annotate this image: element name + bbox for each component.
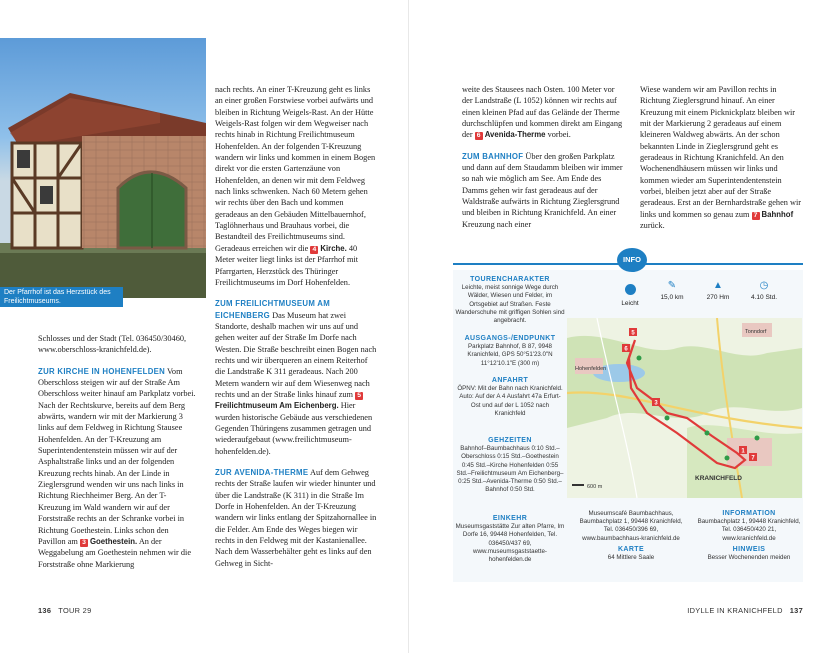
paragraph-text: Vom Oberschloss steigen wir auf der Straße Am Oberschloss weiter hinauf am Parkplatz vorbei. Nach der Rechtskurve, bereits auf dem Berg abwärts, wandern wir mit der Markierung 3 links auf dem Feldweg in Richtung Stausee Hohenfelden. An der T-Kreuzung am Superintendentenstein müssen wir auf der Asphaltstraße links und an der folgenden Kreuzung rechts hinab. An der Linde in Zieglersgrund wenden wir uns nach links in Richtung Riechheimer Berg. An der T-Kreuzung im Wald wandern wir auf der Forststraße rechts an der Schranke vorbei in Richtung Goethestein. Links schon den Pavillon am xyxy=(38,366,196,546)
svg-text:7: 7 xyxy=(751,455,755,462)
left-page xyxy=(0,0,408,653)
map-label-hohenfelden: Hohenfelden xyxy=(575,366,607,372)
tourencharakter-block xyxy=(455,276,565,325)
anfahrt-block xyxy=(455,377,565,418)
farmhouse-photo xyxy=(0,38,206,298)
mountain-icon: ▲ xyxy=(713,280,723,291)
paragraph-text: 40 Meter weiter liegt links ist der Pfarrhof mit Pfarrgarten, Herzstück des Thüringer Freilichtmuseums im Dorf Hohenfelden. xyxy=(215,243,359,287)
section-heading: ZUR AVENIDA-THERME xyxy=(215,468,309,477)
map-scale: 600 m xyxy=(587,484,603,490)
paragraph xyxy=(215,467,377,569)
paragraph-text: Über den großen Parkplatz und dann auf dem Staudamm bleiben wir immer so nah wie möglich am See. Am Ende des Damms gehen wir fast geradeaus auf der Waldstraße aufwärts in Richtung Zieglersgrund und bleiben in Richtung Kranichfeld. An einer Kreuzung nach einer xyxy=(462,151,623,229)
waypoint-name: Kirche. xyxy=(320,243,347,253)
stat-elevation xyxy=(698,280,738,301)
farmhouse-illustration xyxy=(0,38,206,298)
waypoint-name: Goethestein. xyxy=(89,536,138,546)
chapter-title: IDYLLE IN KRANICHFELD xyxy=(687,606,783,615)
info-heading: GEHZEITEN xyxy=(488,437,532,444)
waypoint-badge: 6 xyxy=(475,132,483,140)
info-text: Baumbachplatz 1, 99448 Kranichfeld, Tel. 036450/420 21, www.kranichfeld.de xyxy=(697,518,801,542)
gehzeiten-block xyxy=(455,437,565,494)
paragraph xyxy=(215,298,377,457)
map-label-kranichfeld: KRANICHFELD xyxy=(695,475,742,482)
einkehr-block xyxy=(455,515,565,564)
paragraph-text: vorbei. xyxy=(547,130,571,140)
info-heading: INFORMATION xyxy=(722,510,776,517)
waypoint-name: Avenida-Therme xyxy=(484,130,546,140)
info-text: Parkplatz Bahnhof, B 87, 9948 Kranichfeld, GPS 50°51'23.0"N 11°12'10.1"E (300 m) xyxy=(467,343,553,367)
waypoint-badge: 3 xyxy=(80,539,88,547)
info-text: Leichte, meist sonnige Wege durch Wälder, Wiesen und Felder, im Ortsgebiet auf Straßen. Feste Wanderschuhe mit griffigen Sohlen sind angebracht. xyxy=(455,284,565,325)
info-text: Bahnhof–Baumbachhaus 0:10 Std.–Oberschloss 0:15 Std.–Goethestein 0:45 Std.–Kirche Hohenfelden 0:55 Std.–Freilichtmuseum Am Eichenberg–0:25 Std.–Avenida-Therme 0:50 Std.–Bahnhof 0:50 Std. xyxy=(456,445,564,494)
route-map-svg xyxy=(567,318,802,498)
stat-difficulty xyxy=(610,280,650,307)
paragraph: Schlosses und der Stadt (Tel. 036450/30460, www.oberschloss-kranichfeld.de). xyxy=(38,334,187,355)
stat-distance xyxy=(652,280,692,301)
info-heading: HINWEIS xyxy=(732,545,766,553)
info-heading: ANFAHRT xyxy=(491,377,529,384)
cafe-block xyxy=(578,510,684,562)
section-heading: ZUR KIRCHE IN HOHENFELDEN xyxy=(38,366,166,376)
svg-text:5: 5 xyxy=(631,330,635,337)
paragraph-text: nach rechts. An einer T-Kreuzung geht es links an einer großen Forstwiese vorbei aufwärts und bleiben in Richtung Weigels-Rast. An der Hütte Weigels-Rast folgen wir dem Wegweiser nach rechts hinab in Richtung Freilichtmuseum Hohenfelden. An der folgenden T-Kreuzung wandern wir links und kommen in einem Bogen direkt vor die ersten Gartenzäune von Hohenfelden, an denen wir mit dem Feldweg nach links schwenken. Nach 60 Metern gehen wir rechts über den Bach und kommen geradeaus an den Gebäuden Mittelbauernhof, Taglöhnerhaus und Brauhaus vorbei, die Bestandteil des Freilichtmuseums sind. Geradeaus erreichen wir die xyxy=(215,85,376,253)
paragraph-text: weite des Stausees nach Osten. 100 Meter vor der Landstraße (L 1052) können wir rechts auf einen kleinen Pfad auf das Gelände der Therme durchschlüpfen und kommen direkt am Eingang der xyxy=(462,85,623,140)
stat-duration xyxy=(744,280,784,301)
ausgang-block xyxy=(455,335,565,368)
svg-text:1: 1 xyxy=(741,448,745,455)
waypoint-name: Freilichtmuseum Am Eichenberg. xyxy=(215,401,339,411)
info-text: 64 Mittlere Saale xyxy=(607,554,655,562)
paragraph xyxy=(462,84,624,141)
stat-value: 15,0 km xyxy=(660,294,684,301)
left-column-1 xyxy=(38,333,198,570)
section-heading: ZUM BAHNHOF xyxy=(462,151,524,161)
info-heading: KARTE xyxy=(617,545,645,553)
waypoint-badge: 4 xyxy=(310,246,318,254)
paragraph xyxy=(215,84,377,288)
paragraph-text: zurück. xyxy=(640,221,665,231)
information-block xyxy=(696,510,802,562)
clock-icon: ◷ xyxy=(759,280,769,291)
info-badge: INFO xyxy=(617,248,647,272)
paragraph-text: Das Museum hat zwei Standorte, deshalb machen wir uns auf und gehen weiter auf der Straße Im Dorfe nach Westen. Die Straße beschreibt einen Bogen nach rechts und wir überqueren an einem Reiterhof die Landstraße K 311 geradeaus. Nach 200 Metern wandern wir auf dem Wiesenweg nach rechts und an der Straße links hinauf zum xyxy=(215,310,377,399)
svg-text:3: 3 xyxy=(654,400,658,407)
stat-value: Leicht xyxy=(621,300,639,307)
waypoint-badge: 7 xyxy=(752,212,760,220)
page-number: 136 xyxy=(38,606,52,615)
photo-caption: Der Pfarrhof ist das Herzstück des Freilichtmuseums. xyxy=(0,287,123,307)
page-number: 137 xyxy=(789,606,803,615)
info-text: Besser Wochenenden meiden xyxy=(707,554,791,562)
waypoint-name: Bahnhof xyxy=(761,209,794,219)
stat-value: 270 Hm xyxy=(706,294,730,301)
info-heading: EINKEHR xyxy=(492,515,528,522)
hiker-icon: ✎ xyxy=(667,280,677,291)
section-heading: ZUM FREILICHTMUSEUM AM EICHENBERG xyxy=(215,299,331,320)
left-footer xyxy=(38,606,91,615)
stat-value: 4.10 Std. xyxy=(750,294,778,301)
right-column-2 xyxy=(640,84,802,231)
paragraph-text: Hier wurden historische Gebäude aus verschiedenen Gegenden Thüringens zusammen getragen und wiederaufgebaut (www.freilichtmuseum-hohenfelden.de). xyxy=(215,401,373,456)
info-text: Museumscafé Baumbachhaus, Baumbachplatz 1, 99448 Kranichfeld, Tel. 036450/396 69, www.baumbachhaus-kranichfeld.de xyxy=(579,510,683,542)
map-label-tonndorf: Tonndorf xyxy=(745,329,767,335)
info-text: ÖPNV: Mit der Bahn nach Kranichfeld. Auto: Auf der A 4 Ausfahrt 47a Erfurt-Ost und auf der L 1052 nach Kranichfeld xyxy=(457,385,563,417)
paragraph xyxy=(462,151,624,230)
svg-text:6: 6 xyxy=(624,346,628,353)
paragraph xyxy=(640,84,802,231)
paragraph xyxy=(38,366,198,570)
waypoint-badge: 5 xyxy=(355,392,363,400)
paragraph-text: Wiese wandern wir am Pavillon rechts in Richtung Zieglersgrund hinauf. An einer Kreuzung mit einem Picknickplatz bleiben wir mit der Markierung 2 geradeaus auf einem kleineren Waldweg abwärts. An der schon bekannten Linde in Zieglersgrund geht es geradeaus in Richtung Kranichfeld. An den Wochenendhäusern müssen wir links und kommen wieder am Superintendentenstein vorbei, bleiben jetzt aber auf der Straße geradeaus. Erst an der Bernhardstraße gehen wir links und kommen so genau zum xyxy=(640,85,802,219)
paragraph-text: Auf dem Gehweg rechts der Straße laufen wir wieder hinunter und über die Landstraße (K 311) in die Straße Im Dorfe in Hohenfelden. An der T-Kreuzung wandern wir links entlang der Spitzahornallee in die Felder. Am Ende des Weges biegen wir rechts in den Feldweg mit der Kastanienallee. Nach dem Wasserbehälter geht es links auf den Gehweg in Sicht- xyxy=(215,468,377,568)
paragraph-text: An der Weggabelung am Goethestein nehmen wir die Forststraße ohne Markierung xyxy=(38,536,192,569)
info-text: Museumsgaststätte Zur alten Pfarre, Im Dorfe 16, 99448 Hohenfelden, Tel. 036450/437 69, www.museumsgaststaette-hohenfelden.de xyxy=(455,523,565,564)
right-footer xyxy=(687,606,803,615)
right-column-1 xyxy=(462,84,624,230)
difficulty-dot-icon xyxy=(625,284,636,295)
info-heading: AUSGANGS-/ENDPUNKT xyxy=(464,335,556,342)
page-gutter xyxy=(408,0,409,653)
info-heading: TOURENCHARAKTER xyxy=(470,276,550,283)
tour-label: TOUR 29 xyxy=(58,606,92,615)
route-map xyxy=(567,318,802,498)
left-column-2 xyxy=(215,84,377,569)
